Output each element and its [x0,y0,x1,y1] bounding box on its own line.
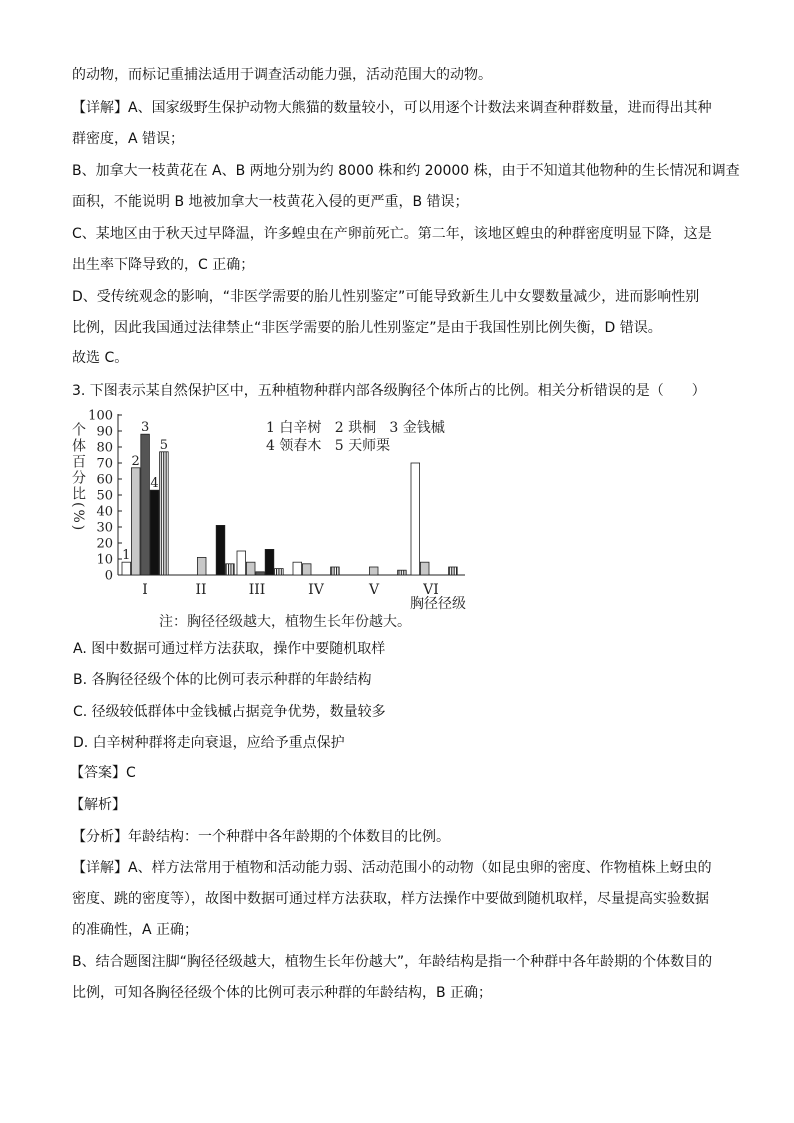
x-tick-label: III [248,582,266,598]
bar [246,562,255,575]
x-tick-label: I [142,582,148,598]
bar-series-label: 1 [122,548,131,564]
text-line: 【详解】A、样方法常用于植物和活动能力弱、活动范围小的动物（如昆虫卵的密度、作物植株上蚜虫的 [72,860,712,876]
text-line: 【分析】年龄结构：一个种群中各年龄期的个体数目的比例。 [72,829,450,845]
bar [265,549,274,575]
y-axis-label: 个体百分比(%) [70,422,86,533]
bar [256,572,265,575]
text-line: 面积，不能说明 B 地被加拿大一枝黄花入侵的更严重，B 错误； [72,194,469,210]
text-line: 比例，因此我国通过法律禁止“非医学需要的胎儿性别鉴定”是由于我国性别比例失衡，D 错误。 [72,320,662,336]
text-line: 【详解】A、国家级野生保护动物大熊猫的数量较小，可以用逐个计数法来调查种群数量，进而得出其种 [72,100,712,116]
bar [141,434,150,575]
option-d: D. 白辛树种群将走向衰退，应给予重点保护 [73,735,345,751]
bar [122,562,131,575]
text-line: 出生率下降导致的，C 正确； [72,257,255,273]
bar-series-label: 5 [159,437,169,453]
text-line: 的动物，而标记重捕法适用于调查活动能力强，活动范围大的动物。 [72,67,492,83]
bar [275,569,284,575]
bar [237,551,246,575]
answer-value: C [126,765,136,781]
bar-series-label: 4 [150,476,159,492]
bar [131,468,140,575]
bar [216,525,225,575]
y-tick-label: 0 [104,568,113,584]
text-line: D、受传统观念的影响，“非医学需要的胎儿性别鉴定”可能导致新生儿中女婴数量减少，进而影响性别 [72,289,700,305]
x-axis-label: 胸径径级 [410,596,466,612]
text-line: 群密度，A 错误； [72,131,185,147]
bar [369,567,378,575]
bar-series-label: 3 [140,420,150,436]
y-tick-label: 80 [96,440,113,456]
legend-line: 4 领春木 5 天师栗 [266,438,391,454]
text-line: 比例，可知各胸径径级个体的比例可表示种群的年龄结构，B 正确； [72,985,493,1001]
bar [331,567,340,575]
bar-chart [60,402,480,632]
bar [449,567,458,575]
question-stem: 3. 下图表示某自然保护区中，五种植物种群内部各级胸径个体所占的比例。相关分析错误的是（ ） [72,383,706,399]
analysis-label: 【解析】 [70,797,126,813]
option-b: B. 各胸径径级个体的比例可表示种群的年龄结构 [73,672,372,688]
chart-note: 注：胸径径级越大，植物生长年份越大。 [159,614,411,630]
answer-row [70,763,136,783]
text-line: B、加拿大一枝黄花在 A、B 两地分别为约 8000 株和约 20000 株，由于不知道其他物种的生长情况和调查 [72,163,740,179]
bar [160,452,169,575]
y-tick-label: 60 [96,472,113,488]
text-line: C、某地区由于秋天过早降温，许多蝗虫在产卵前死亡。第二年，该地区蝗虫的种群密度明显下降，这是 [72,226,712,242]
text-line: 故选 C。 [72,350,129,366]
bar [150,490,159,575]
answer-label: 【答案】 [70,765,126,781]
y-tick-label: 90 [96,424,113,440]
text-line: 密度、跳的密度等），故图中数据可通过样方法获取，样方法操作中要做到随机取样，尽量提高实验数据 [72,891,709,907]
option-a: A. 图中数据可通过样方法获取，操作中要随机取样 [73,641,386,657]
y-tick-label: 10 [96,552,113,568]
text-line: 的准确性，A 正确； [72,922,199,938]
bar [197,557,206,575]
option-c: C. 径级较低群体中金钱槭占据竞争优势，数量较多 [73,704,386,720]
bar [411,463,420,575]
y-tick-label: 50 [96,488,113,504]
x-tick-label: V [368,582,380,598]
y-tick-label: 70 [96,456,113,472]
text-line: B、结合题图注脚“胸径径级越大，植物生长年份越大”，年龄结构是指一个种群中各年龄期的个体数目的 [72,954,713,970]
x-tick-label: II [195,582,207,598]
bar [420,562,429,575]
bar-series-label: 2 [131,453,140,469]
bar [226,564,235,575]
bar [302,564,311,575]
x-tick-label: IV [308,582,324,598]
bar [293,562,302,575]
y-tick-label: 30 [96,520,113,536]
x-tick-label: VI [423,582,439,598]
bar [398,570,407,575]
y-tick-label: 20 [96,536,113,552]
legend-line: 1 白辛树 2 珙桐 3 金钱槭 [266,420,445,436]
y-tick-label: 40 [96,504,113,520]
y-tick-label: 100 [88,408,113,424]
